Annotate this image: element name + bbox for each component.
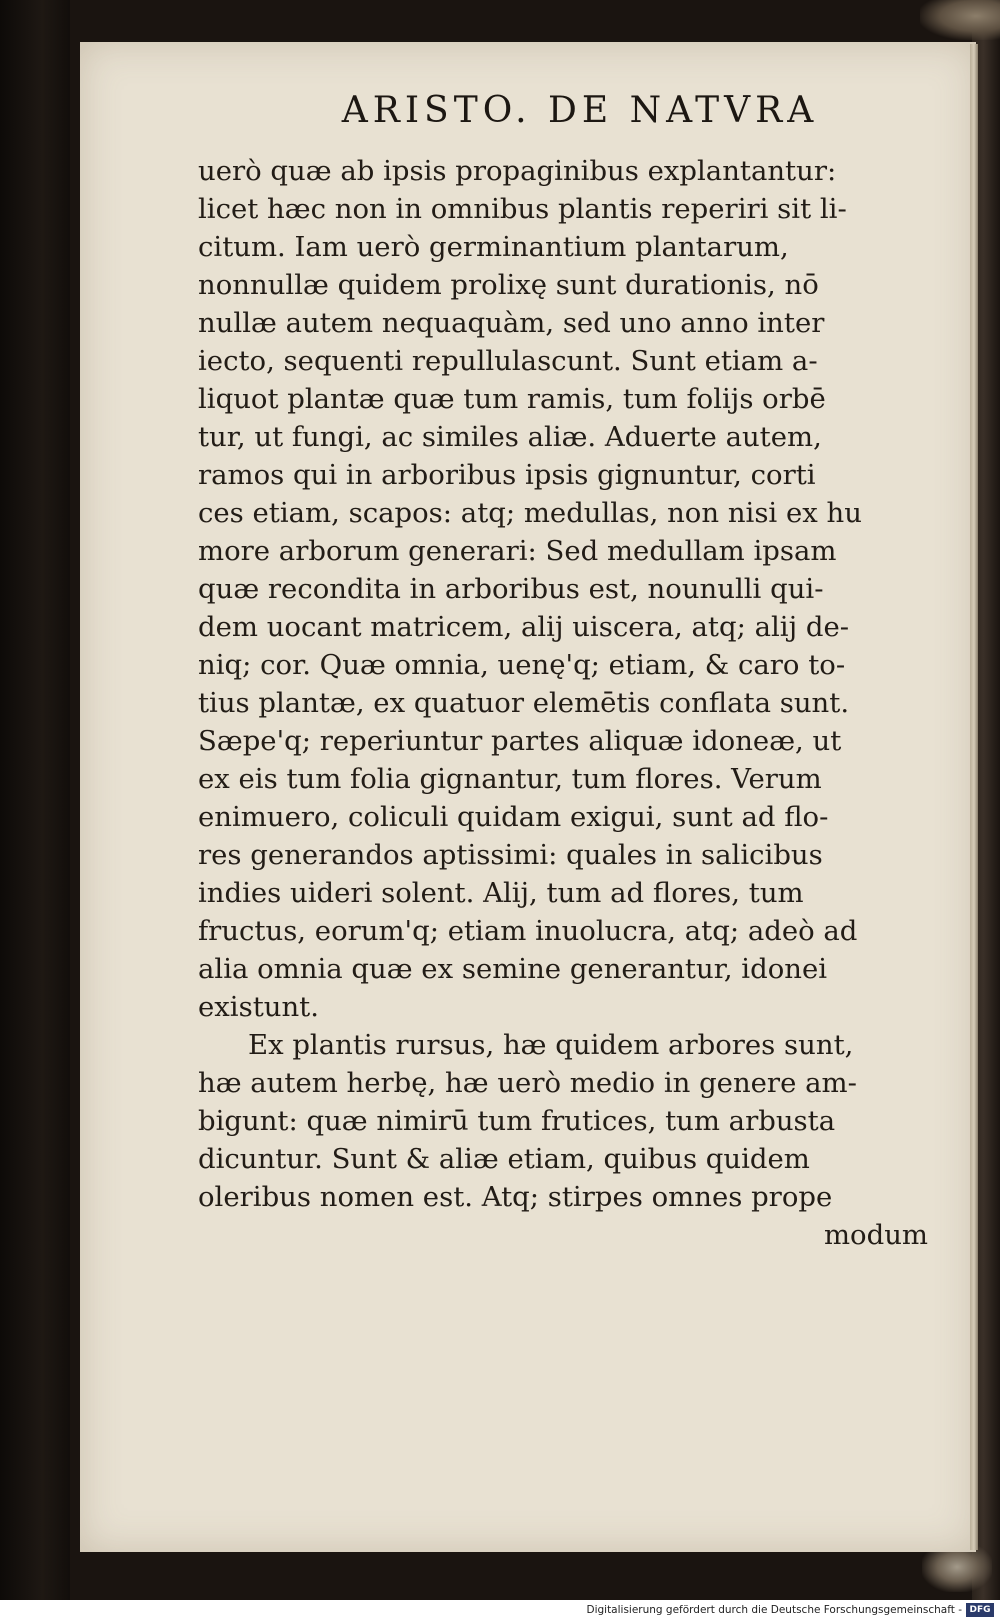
text-line: alia omnia quæ ex semine generantur, idonei <box>198 953 828 985</box>
text-line: enimuero, coliculi quidam exigui, sunt ad flo- <box>198 801 829 833</box>
text-line: indies uideri solent. Alij, tum ad flores, tum <box>198 877 804 909</box>
dfg-logo: DFG <box>966 1603 994 1617</box>
catchword: modum <box>823 1219 928 1251</box>
text-line: tur, ut fungi, ac similes aliæ. Aduerte autem, <box>198 421 822 453</box>
text-line: niq; cor. Quæ omnia, uenę'q; etiam, & caro to- <box>198 649 846 681</box>
text-line: Sæpe'q; reperiuntur partes aliquæ idoneæ, ut <box>198 725 842 757</box>
running-header: ARISTO. DE NATVRA <box>341 90 819 131</box>
text-line: fructus, eorum'q; etiam inuolucra, atq; adeò ad <box>198 915 858 947</box>
text-line: ex eis tum folia gignantur, tum flores. Verum <box>198 763 822 795</box>
text-line: quæ recondita in arboribus est, nounulli qui- <box>198 573 824 605</box>
text-line-paragraph-start: Ex plantis rursus, hæ quidem arbores sunt, <box>248 1029 854 1061</box>
page-edge <box>970 44 978 1550</box>
text-line: nullæ autem nequaquàm, sed uno anno inter <box>198 307 825 339</box>
book-cover-left <box>0 0 70 1600</box>
text-line: existunt. <box>198 991 319 1023</box>
body-text <box>198 152 938 1254</box>
text-line: more arborum generari: Sed medullam ipsam <box>198 535 837 567</box>
text-line: res generandos aptissimi: quales in salicibus <box>198 839 823 871</box>
text-line: licet hæc non in omnibus plantis reperiri sit li- <box>198 193 847 225</box>
text-line: bigunt: quæ nimirū tum frutices, tum arbusta <box>198 1105 836 1137</box>
text-line: liquot plantæ quæ tum ramis, tum folijs orbē <box>198 383 826 415</box>
text-line: citum. Iam uerò germinantium plantarum, <box>198 231 789 263</box>
text-line: ramos qui in arboribus ipsis gignuntur, corti <box>198 459 816 491</box>
text-line: nonnullæ quidem prolixę sunt durationis, nō <box>198 269 819 301</box>
cover-corner-top <box>920 0 1000 40</box>
digitization-footer <box>0 1600 1000 1621</box>
text-line: dicuntur. Sunt & aliæ etiam, quibus quidem <box>198 1143 810 1175</box>
text-line: iecto, sequenti repullulascunt. Sunt etiam a- <box>198 345 818 377</box>
text-line: tius plantæ, ex quatuor elemētis conflata sunt. <box>198 687 850 719</box>
footer-credit: Digitalisierung gefördert durch die Deutsche Forschungsgemeinschaft - <box>586 1604 962 1616</box>
text-line: dem uocant matricem, alij uiscera, atq; alij de- <box>198 611 850 643</box>
text-line: ces etiam, scapos: atq; medullas, non nisi ex hu <box>198 497 862 529</box>
text-line: uerò quæ ab ipsis propaginibus explantantur: <box>198 155 837 187</box>
text-line: oleribus nomen est. Atq; stirpes omnes prope <box>198 1181 833 1213</box>
text-line: hæ autem herbę, hæ uerò medio in genere am- <box>198 1067 857 1099</box>
